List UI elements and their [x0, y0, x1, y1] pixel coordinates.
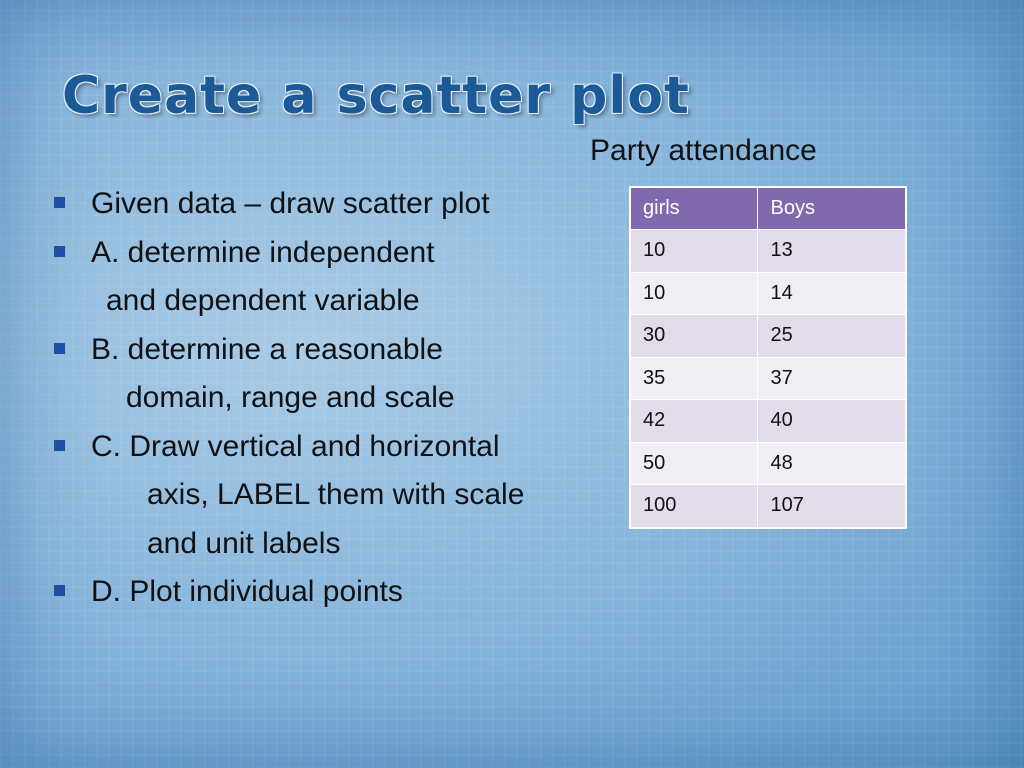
table-cell-boys: 40: [758, 400, 906, 443]
bullet-item: [54, 423, 634, 569]
table-cell-girls: 42: [631, 400, 758, 443]
table-cell-boys: 48: [758, 442, 906, 485]
table-cell-girls: 10: [631, 230, 758, 273]
bullet-square-icon: [54, 197, 65, 208]
table-row: [631, 485, 906, 528]
table-cell-girls: 10: [631, 272, 758, 315]
table-cell-girls: 100: [631, 485, 758, 528]
bullet-square-icon: [54, 246, 65, 257]
table-cell-boys: 25: [758, 315, 906, 358]
table-cell-boys: 14: [758, 272, 906, 315]
bullet-square-icon: [54, 440, 65, 451]
bullet-square-icon: [54, 343, 65, 354]
bullet-item: [54, 229, 634, 326]
bullet-text: Given data – draw scatter plot: [91, 187, 490, 220]
table-row: [631, 230, 906, 273]
table-cell-boys: 13: [758, 230, 906, 273]
column-header-boys: Boys: [758, 188, 906, 230]
table-cell-boys: 107: [758, 485, 906, 528]
bullet-continuation: domain, range and scale: [126, 381, 455, 414]
bullet-text: D. Plot individual points: [91, 575, 403, 608]
bullet-square-icon: [54, 585, 65, 596]
bullet-item: [54, 568, 634, 617]
table-row: [631, 400, 906, 443]
bullet-text: A. determine independent: [91, 235, 435, 269]
table-row: [631, 442, 906, 485]
bullet-text: B. determine a reasonable: [91, 332, 443, 366]
bullet-text: C. Draw vertical and horizontal: [91, 429, 500, 463]
bullet-continuation: and dependent variable: [106, 284, 420, 317]
column-header-girls: girls: [631, 188, 758, 230]
table-row: [631, 357, 906, 400]
bullet-list: [54, 180, 634, 617]
bullet-continuation: and unit labels: [147, 526, 341, 560]
table-cell-boys: 37: [758, 357, 906, 400]
table-row: [631, 315, 906, 358]
table-header-row: [631, 188, 906, 230]
table-caption: Party attendance: [590, 134, 817, 167]
bullet-item: [54, 180, 634, 229]
data-table: [630, 187, 906, 528]
table-cell-girls: 35: [631, 357, 758, 400]
bullet-continuation: axis, LABEL them with scale: [147, 478, 525, 511]
slide-title: Create a scatter plot: [62, 66, 690, 126]
table-row: [631, 272, 906, 315]
table-cell-girls: 30: [631, 315, 758, 358]
bullet-item: [54, 326, 634, 423]
table-cell-girls: 50: [631, 442, 758, 485]
